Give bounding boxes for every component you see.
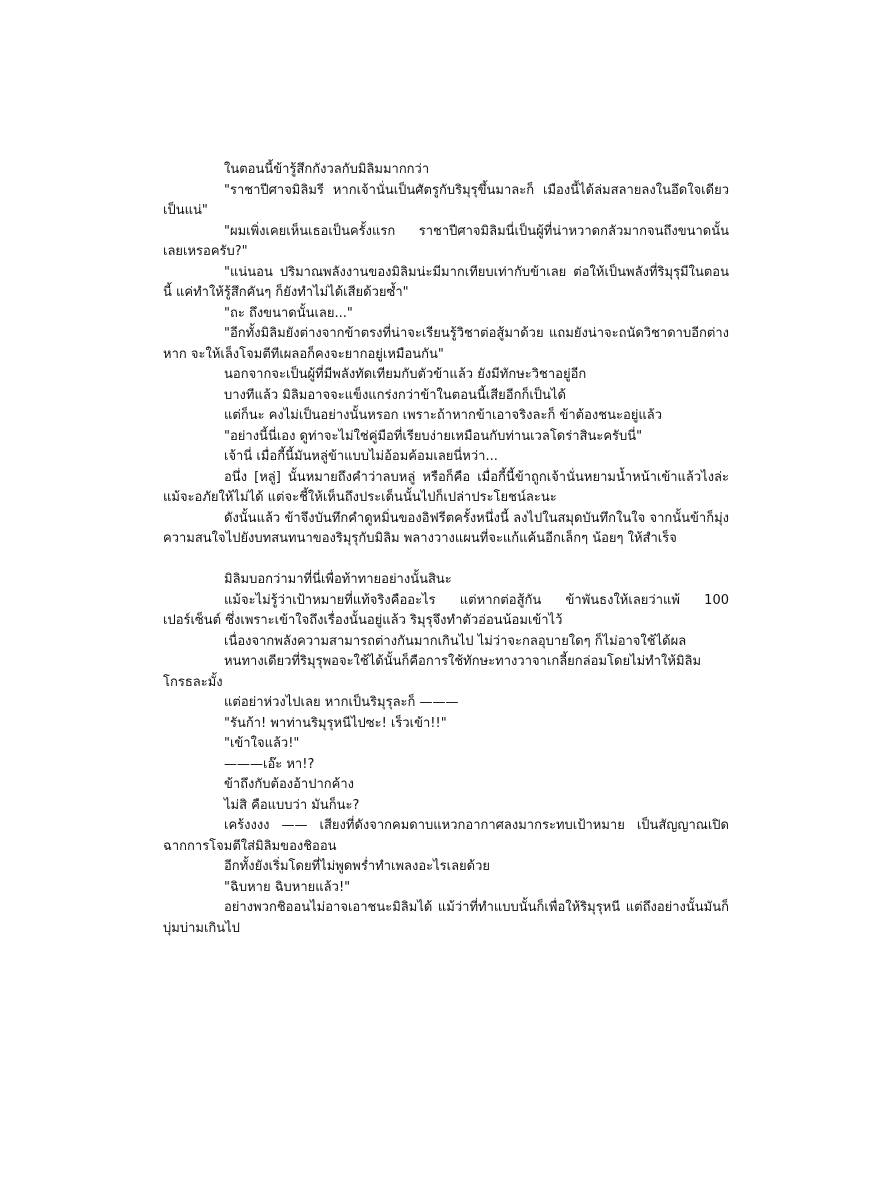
- paragraph-21: ———เอ๊ะ หา!?: [224, 756, 315, 772]
- paragraph-24: เคร้งงงง —— เสียงที่ดังจากคมดาบแหวกอากาศลงมากระทบเป้าหมาย เป็นสัญญาณเปิดฉากการโจมตีใส่มิลิมของชิออน: [163, 818, 729, 854]
- paragraph-10: "อย่างนี้นี่เอง ดูท่าจะไม่ใช่คู่มือที่เรียบง่ายเหมือนกับท่านเวลโดร่าสินะครับนี่": [224, 428, 643, 444]
- paragraph-4: "แน่นอน ปริมาณพลังงานของมิลิมน่ะมีมากเทียบเท่ากับข้าเลย ต่อให้เป็นพลังที่ริมุรุมีในตอนนี้ แค่ทำให้รู้สึกคันๆ ก็ยังทำไม่ได้เสียด้วยซ้ำ": [163, 264, 729, 300]
- paragraph-26: "ฉิบหาย ฉิบหายแล้ว!": [224, 879, 351, 895]
- paragraph-23: ไม่สิ คือแบบว่า มันก็นะ?: [224, 797, 360, 813]
- paragraph-8: บางทีแล้ว มิลิมอาจจะแข็งแกร่งกว่าข้าในตอนนี้เสียอีกก็เป็นได้: [224, 387, 566, 403]
- paragraph-27: อย่างพวกชิออนไม่อาจเอาชนะมิลิมได้ แม้ว่าที่ทำแบบนั้นก็เพื่อให้ริมุรุหนี แต่ถึงอย่างนั้นมันก็บุ่มบ่ามเกินไป: [163, 900, 729, 936]
- paragraph-9: แต่ก็นะ คงไม่เป็นอย่างนั้นหรอก เพราะถ้าหากข้าเอาจริงละก็ ข้าต้องชนะอยู่แล้ว: [224, 408, 663, 423]
- section-break: [163, 550, 729, 571]
- paragraph-14: มิลิมบอกว่ามาที่นี่เพื่อท้าทายอย่างนั้นสินะ: [224, 572, 452, 587]
- paragraph-15: แม้จะไม่รู้ว่าเป้าหมายที่แท้จริงคืออะไร แต่หากต่อสู้กัน ข้าพันธงให้เลยว่าแพ้ 100 เปอร์เซ็นต์ ซึ่งเพราะเข้าใจถึงเรื่องนั้นอยู่แล้ว ริมุรุจึงทำตัวอ่อนน้อมเข้าไว้: [163, 592, 729, 628]
- paragraph-18: แต่อย่าห่วงไปเลย หากเป็นริมุรุละก็ ———: [224, 695, 459, 710]
- paragraph-2: "ราชาปีศาจมิลิมรี หากเจ้านั่นเป็นศัตรูกับริมุรุขึ้นมาละก็ เมืองนี้ได้ล่มสลายลงในอึดใจเดียวเป็นแน่": [163, 182, 729, 218]
- paragraph-11: เจ้านี่ เมื่อกี้นี้มันหลู่ข้าแบบไม่อ้อมค้อมเลยนี่หว่า...: [224, 449, 498, 464]
- paragraph-20: "เข้าใจแล้ว!": [224, 736, 300, 751]
- paragraph-1: ในตอนนี้ข้ารู้สึกกังวลกับมิลิมมากกว่า: [224, 162, 430, 177]
- paragraph-12: อนึ่ง [หลู่] นั้นหมายถึงคำว่าลบหลู่ หรือก็คือ เมื่อกี้นี้ข้าถูกเจ้านั่นหยามน้ำหน้าเข้าแล้วไงล่ะ แม้จะอภัยให้ไม่ได้ แต่จะชี้ให้เห็นถึงประเด็นนั้นไปก็เปล่าประโยชน์ละนะ: [163, 469, 729, 505]
- paragraph-16: เนื่องจากพลังความสามารถต่างกันมากเกินไป ไม่ว่าจะกลอุบายใดๆ ก็ไม่อาจใช้ได้ผล: [224, 633, 687, 649]
- document-body: [163, 160, 729, 939]
- paragraph-19: "รันก้า! พาท่านริมุรุหนีไปซะ! เร็วเข้า!!": [224, 715, 447, 731]
- paragraph-3: "ผมเพิ่งเคยเห็นเธอเป็นครั้งแรก ราชาปีศาจมิลิมนี่เป็นผู้ที่น่าหวาดกลัวมากจนถึงขนาดนั้นเลยเหรอครับ?": [163, 223, 729, 259]
- paragraph-6: "อีกทั้งมิลิมยังต่างจากข้าตรงที่น่าจะเรียนรู้วิชาต่อสู้มาด้วย แถมยังน่าจะถนัดวิชาดาบอีกต่างหาก จะให้เล็งโจมตีทีเผลอก็คงจะยากอยู่เหมือนกัน": [163, 326, 729, 362]
- paragraph-7: นอกจากจะเป็นผู้ที่มีพลังทัดเทียมกับตัวข้าแล้ว ยังมีทักษะวิชาอยู่อีก: [224, 367, 587, 382]
- paragraph-25: อีกทั้งยังเริ่มโดยที่ไม่พูดพร่ำทำเพลงอะไรเลยด้วย: [224, 859, 491, 874]
- paragraph-22: ข้าถึงกับต้องอ้าปากค้าง: [224, 777, 354, 792]
- paragraph-13: ดังนั้นแล้ว ข้าจึงบันทึกคำดูหมิ่นของอิฟรีตครั้งหนึ่งนี้ ลงไปในสมุดบันทึกในใจ จากนั้นข้าก็มุ่งความสนใจไปยังบทสนทนาของริมุรุกับมิลิม พลางวางแผนที่จะแก้แค้นอีกเล็กๆ น้อยๆ ให้สำเร็จ: [163, 510, 729, 546]
- paragraph-5: "ถะ ถึงขนาดนั้นเลย...": [224, 305, 353, 321]
- paragraph-17: หนทางเดียวที่ริมุรุพอจะใช้ได้นั้นก็คือการใช้ทักษะทางวาจาเกลี้ยกล่อมโดยไม่ทำให้มิลิมโกรธละมั้ง: [163, 654, 702, 690]
